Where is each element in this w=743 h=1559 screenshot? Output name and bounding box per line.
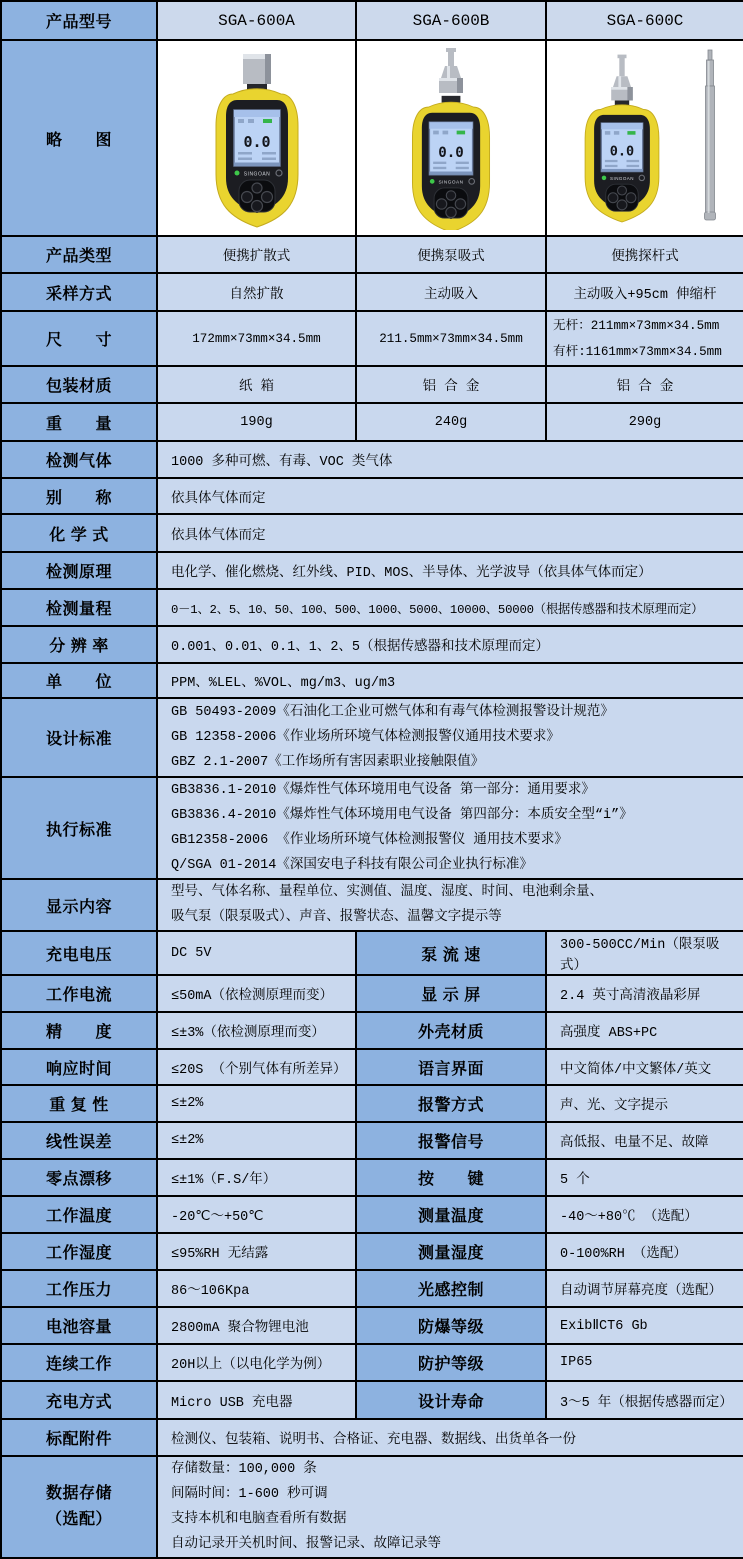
device-led — [234, 171, 239, 176]
label-cell: 报警信号 — [356, 1122, 546, 1159]
value-cell: IP65 — [546, 1344, 743, 1381]
storage-line: 支持本机和电脑查看所有数据 — [171, 1512, 347, 1527]
row-linearity-alarm-signal — [1, 1122, 743, 1159]
label-cell: 线性误差 — [1, 1122, 157, 1159]
value-cell: 高强度 ABS+PC — [546, 1012, 743, 1049]
label-cell: 分 辨 率 — [1, 626, 157, 663]
label-line: （选配） — [45, 1511, 112, 1528]
label-product-model: 产品型号 — [1, 1, 157, 40]
model-name-sga-600c: SGA-600C — [546, 1, 743, 40]
value-cell: 中文简体/中文繁体/英文 — [546, 1049, 743, 1085]
value-cell: -20℃～+50℃ — [157, 1196, 356, 1233]
value-cell: 20H以上（以电化学为例） — [157, 1344, 356, 1381]
model-name-sga-600a: SGA-600A — [157, 1, 356, 40]
value-cell: 高低报、电量不足、故障 — [546, 1122, 743, 1159]
label-cell: 重 复 性 — [1, 1085, 157, 1122]
value-cell — [157, 698, 743, 777]
label-cell: 泵 流 速 — [356, 931, 546, 975]
device-image-sga-600a — [197, 46, 317, 230]
label-cell: 防爆等级 — [356, 1307, 546, 1344]
value-cell: 240g — [356, 403, 546, 441]
value-cell: 0－1、2、5、10、50、100、500、1000、5000、10000、50000（根据传感器和技术原理而定） — [157, 589, 743, 626]
label-cell: 测量湿度 — [356, 1233, 546, 1270]
value-cell: 铝 合 金 — [546, 366, 743, 403]
label-cell: 工作压力 — [1, 1270, 157, 1307]
label-cell: 精 度 — [1, 1012, 157, 1049]
value-cell: 5 个 — [546, 1159, 743, 1196]
row-charge-voltage-pump-flow — [1, 931, 743, 975]
value-cell: 便携泵吸式 — [356, 236, 546, 273]
row-zero-drift-buttons — [1, 1159, 743, 1196]
value-cell: 0-100%RH （选配） — [546, 1233, 743, 1270]
standard-line: GB3836.4-2010《爆炸性气体环境用电气设备 第四部分：本质安全型“i”》 — [171, 808, 633, 823]
label-cell: 工作湿度 — [1, 1233, 157, 1270]
label-cell: 语言界面 — [356, 1049, 546, 1085]
label-cell: 检测量程 — [1, 589, 157, 626]
device-brand-text: SINGOAN — [243, 171, 270, 178]
value-cell: 0.001、0.01、0.1、1、2、5（根据传感器和技术原理而定） — [157, 626, 743, 663]
value-cell: 290g — [546, 403, 743, 441]
value-cell: ≤±2% — [157, 1122, 356, 1159]
value-cell: 86～106Kpa — [157, 1270, 356, 1307]
label-cell: 充电方式 — [1, 1381, 157, 1419]
device-screen-value: 0.0 — [438, 144, 464, 161]
storage-line: 间隔时间：1-600 秒可调 — [171, 1487, 328, 1502]
telescopic-rod — [705, 50, 716, 220]
label-cell: 检测原理 — [1, 552, 157, 589]
value-cell: 电化学、催化燃烧、红外线、PID、MOS、半导体、光学波导（依具体气体而定） — [157, 552, 743, 589]
row-working-pressure-light-control — [1, 1270, 743, 1307]
model-name-sga-600b: SGA-600B — [356, 1, 546, 40]
value-cell: ≤50mA（依检测原理而变） — [157, 975, 356, 1012]
value-cell: 172mm×73mm×34.5mm — [157, 311, 356, 366]
value-cell: ≤95%RH 无结露 — [157, 1233, 356, 1270]
value-cell: 检测仪、包装箱、说明书、合格证、充电器、数据线、出货单各一份 — [157, 1419, 743, 1456]
value-cell: 自动调节屏幕亮度（选配） — [546, 1270, 743, 1307]
row-packaging — [1, 366, 743, 403]
label-cell: 显 示 屏 — [356, 975, 546, 1012]
value-cell: 2800mA 聚合物锂电池 — [157, 1307, 356, 1344]
display-line: 吸气泵（限泵吸式）、声音、报警状态、温馨文字提示等 — [171, 910, 502, 925]
row-detection-range — [1, 589, 743, 626]
dimension-line: 无杆：211mm×73mm×34.5mm — [553, 318, 720, 333]
row-sampling-method — [1, 273, 743, 311]
value-cell: 便携扩散式 — [157, 236, 356, 273]
value-cell: 主动吸入 — [356, 273, 546, 311]
row-alias — [1, 478, 743, 514]
label-cell: 光感控制 — [356, 1270, 546, 1307]
row-design-standards — [1, 698, 743, 777]
row-accessories — [1, 1419, 743, 1456]
row-charging-method-design-life — [1, 1381, 743, 1419]
value-cell: PPM、%LEL、%VOL、mg/m3、ug/m3 — [157, 663, 743, 698]
label-cell: 工作电流 — [1, 975, 157, 1012]
row-detection-principle — [1, 552, 743, 589]
standard-line: GB 50493-2009《石油化工企业可燃气体和有毒气体检测报警设计规范》 — [171, 705, 614, 720]
value-cell: DC 5V — [157, 931, 356, 975]
label-cell: 包装材质 — [1, 366, 157, 403]
label-cell: 电池容量 — [1, 1307, 157, 1344]
label-cell: 别 称 — [1, 478, 157, 514]
label-cell: 连续工作 — [1, 1344, 157, 1381]
label-cell: 尺 寸 — [1, 311, 157, 366]
row-chemical-formula — [1, 514, 743, 552]
standard-line: GBZ 2.1-2007《工作场所有害因素职业接触限值》 — [171, 755, 485, 770]
standard-line: GB3836.1-2010《爆炸性气体环境用电气设备 第一部分：通用要求》 — [171, 783, 595, 798]
label-cell: 检测气体 — [1, 441, 157, 478]
label-cell: 产品类型 — [1, 236, 157, 273]
value-cell: 自然扩散 — [157, 273, 356, 311]
image-cell-sga-600a — [157, 40, 356, 236]
value-cell: 便携探杆式 — [546, 236, 743, 273]
row-resolution — [1, 626, 743, 663]
row-display-content — [1, 879, 743, 931]
value-cell: 依具体气体而定 — [157, 478, 743, 514]
value-cell: ExibⅡCT6 Gb — [546, 1307, 743, 1344]
device-brand-text: SINGOAN — [438, 179, 464, 185]
row-response-time-language — [1, 1049, 743, 1085]
label-cell: 测量温度 — [356, 1196, 546, 1233]
row-sketch — [1, 40, 743, 236]
row-battery-explosionproof — [1, 1307, 743, 1344]
device-image-sga-600b — [391, 46, 511, 230]
value-cell — [157, 879, 743, 931]
label-cell: 执行标准 — [1, 777, 157, 879]
value-cell: ≤±1%（F.S/年） — [157, 1159, 356, 1196]
label-sketch: 略 图 — [1, 40, 157, 236]
value-cell: 1000 多种可燃、有毒、VOC 类气体 — [157, 441, 743, 478]
label-cell: 化 学 式 — [1, 514, 157, 552]
row-repeatability-alarm-mode — [1, 1085, 743, 1122]
label-cell: 充电电压 — [1, 931, 157, 975]
label-cell: 设计寿命 — [356, 1381, 546, 1419]
display-line: 型号、气体名称、量程单位、实测值、温度、湿度、时间、电池剩余量、 — [171, 885, 603, 900]
value-cell: -40～+80℃ （选配） — [546, 1196, 743, 1233]
image-cell-sga-600b — [356, 40, 546, 236]
value-cell: 3～5 年（根据传感器而定） — [546, 1381, 743, 1419]
value-cell: ≤±3%（依检测原理而变） — [157, 1012, 356, 1049]
value-cell: 声、光、文字提示 — [546, 1085, 743, 1122]
standard-line: GB12358-2006 《作业场所环境气体检测报警仪 通用技术要求》 — [171, 833, 568, 848]
storage-line: 自动记录开关机时间、报警记录、故障记录等 — [171, 1537, 441, 1552]
image-cell-sga-600c — [546, 40, 743, 236]
row-weight — [1, 403, 743, 441]
row-working-current-display — [1, 975, 743, 1012]
label-cell: 显示内容 — [1, 879, 157, 931]
standard-line: Q/SGA 01-2014《深国安电子科技有限公司企业执行标准》 — [171, 858, 533, 873]
label-cell: 响应时间 — [1, 1049, 157, 1085]
label-cell: 外壳材质 — [356, 1012, 546, 1049]
label-cell: 采样方式 — [1, 273, 157, 311]
label-cell: 标配附件 — [1, 1419, 157, 1456]
row-accuracy-housing — [1, 1012, 743, 1049]
device-screen-value: 0.0 — [609, 143, 635, 160]
row-working-temp-measure-temp — [1, 1196, 743, 1233]
value-cell: 190g — [157, 403, 356, 441]
label-cell: 报警方式 — [356, 1085, 546, 1122]
row-detected-gas — [1, 441, 743, 478]
value-cell — [546, 311, 743, 366]
value-cell: ≤±2% — [157, 1085, 356, 1122]
label-cell: 工作温度 — [1, 1196, 157, 1233]
row-product-model — [1, 1, 743, 40]
label-cell: 防护等级 — [356, 1344, 546, 1381]
standard-line: GB 12358-2006《作业场所环境气体检测报警仪通用技术要求》 — [171, 730, 560, 745]
value-cell: 211.5mm×73mm×34.5mm — [356, 311, 546, 366]
storage-line: 存储数量：100,000 条 — [171, 1462, 317, 1477]
label-cell: 零点漂移 — [1, 1159, 157, 1196]
device-screen-value: 0.0 — [242, 133, 271, 151]
value-cell: 主动吸入+95cm 伸缩杆 — [546, 273, 743, 311]
row-executive-standards — [1, 777, 743, 879]
row-data-storage — [1, 1456, 743, 1558]
row-unit — [1, 663, 743, 698]
value-cell: Micro USB 充电器 — [157, 1381, 356, 1419]
value-cell: 依具体气体而定 — [157, 514, 743, 552]
value-cell — [157, 1456, 743, 1558]
value-cell: 2.4 英寸高清液晶彩屏 — [546, 975, 743, 1012]
value-cell: 铝 合 金 — [356, 366, 546, 403]
value-cell — [157, 777, 743, 879]
row-working-humidity-measure-humidity — [1, 1233, 743, 1270]
dimension-line: 有杆:1161mm×73mm×34.5mm — [553, 344, 722, 359]
row-dimensions — [1, 311, 743, 366]
label-cell — [1, 1456, 157, 1558]
value-cell: 300-500CC/Min（限泵吸式） — [546, 931, 743, 975]
device-image-sga-600c — [550, 46, 740, 230]
row-continuous-work-protection — [1, 1344, 743, 1381]
value-cell: ≤20S （个别气体有所差异） — [157, 1049, 356, 1085]
row-product-type — [1, 236, 743, 273]
device-brand-text: SINGOAN — [610, 176, 634, 182]
label-cell: 单 位 — [1, 663, 157, 698]
value-cell: 纸 箱 — [157, 366, 356, 403]
label-cell: 按 键 — [356, 1159, 546, 1196]
label-cell: 重 量 — [1, 403, 157, 441]
label-line: 数据存储 — [45, 1485, 112, 1502]
label-cell: 设计标准 — [1, 698, 157, 777]
